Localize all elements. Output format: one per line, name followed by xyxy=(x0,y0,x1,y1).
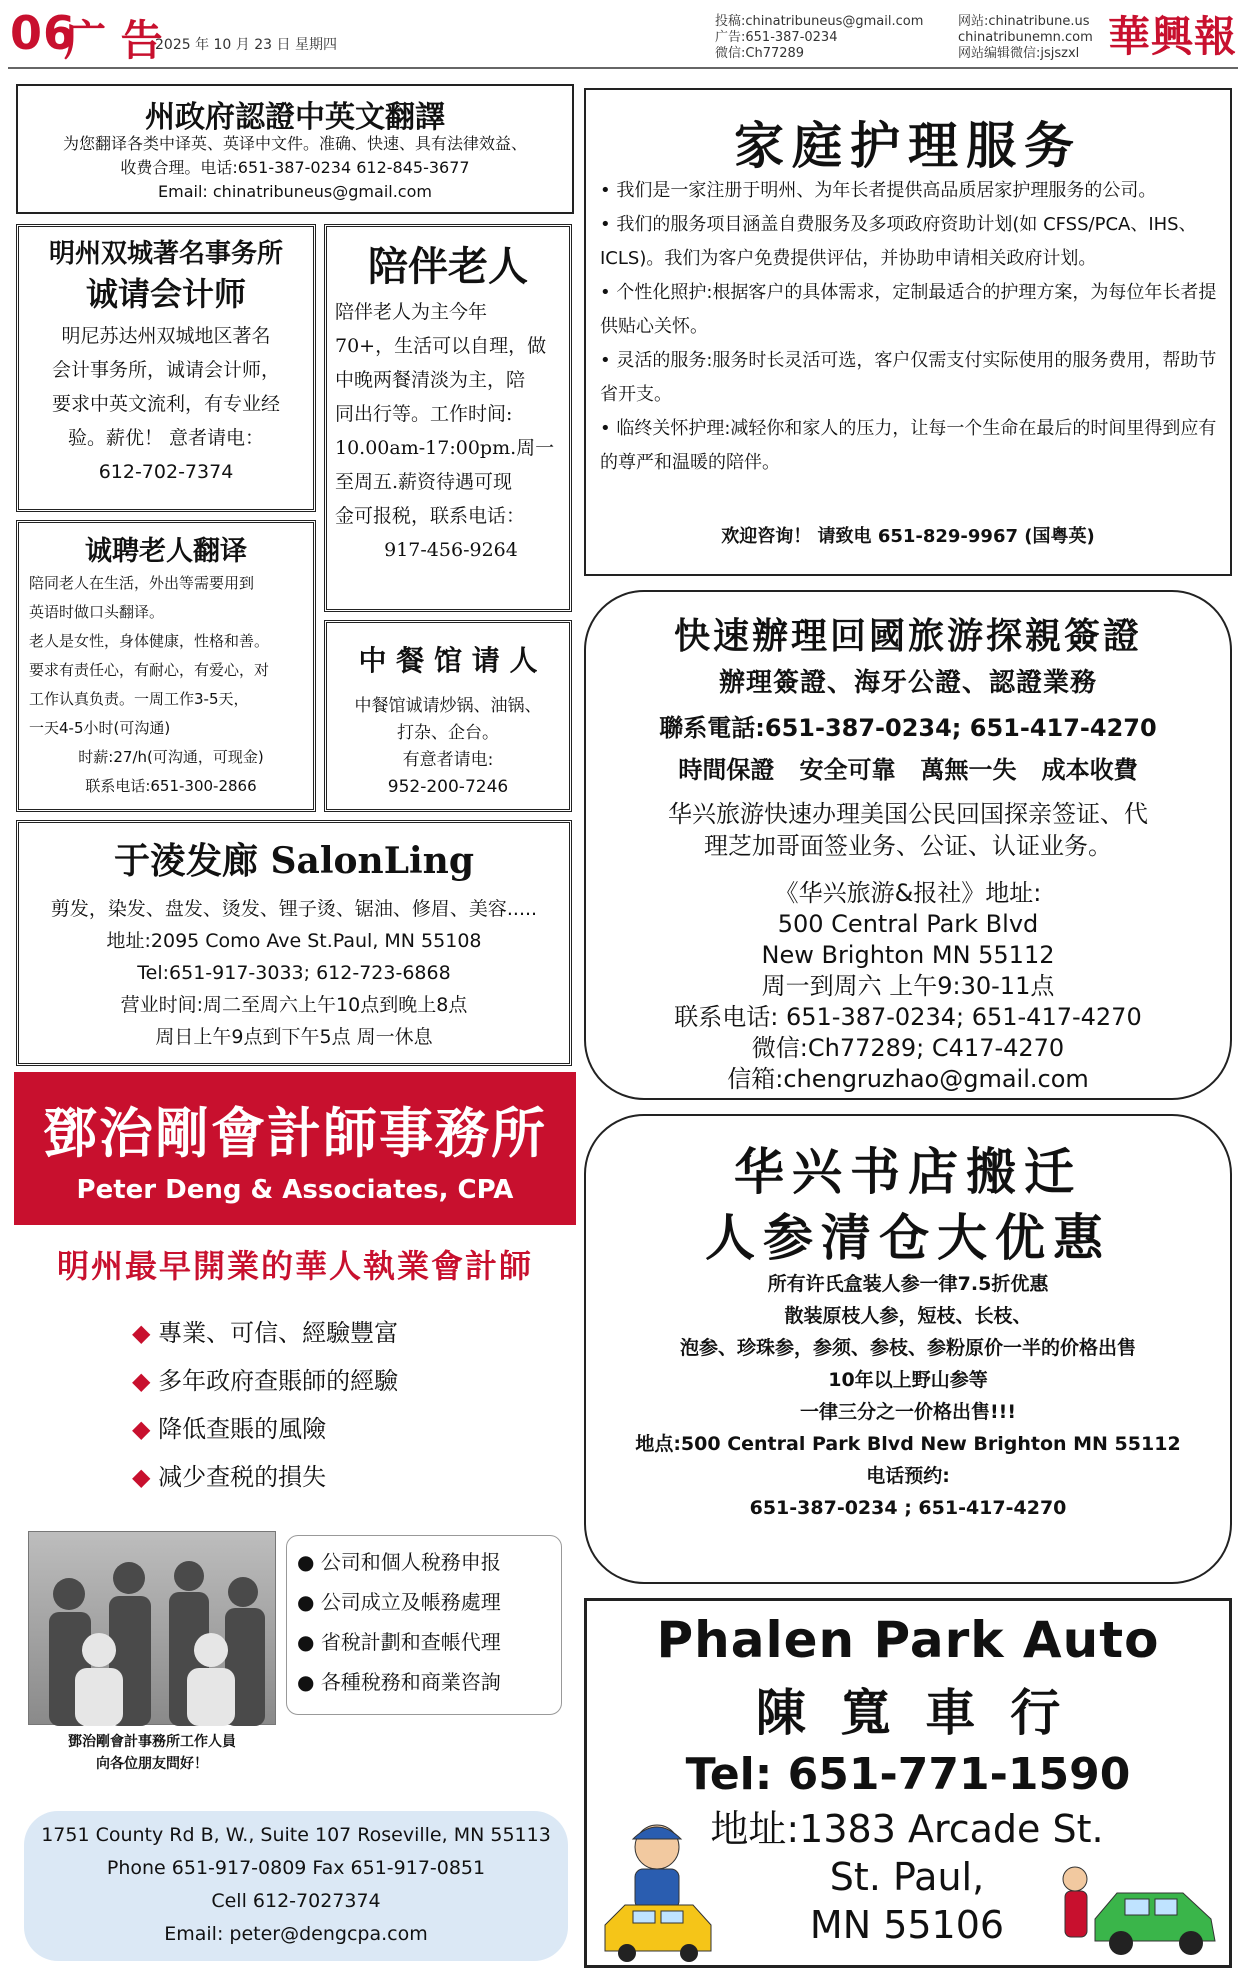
ad-line: 会计事务所，诚请会计师， xyxy=(51,359,280,381)
ad-line: 同出行等。工作时间: xyxy=(335,403,513,425)
info-line: 《华兴旅游&报社》地址: xyxy=(774,879,1042,907)
ad-line: 至周五.薪资待遇可现 xyxy=(335,471,513,493)
web-line: 网站:chinatribune.us xyxy=(958,14,1090,29)
ad-footer: 欢迎咨询！ 请致电 651-829-9967 (国粤英) xyxy=(721,526,1095,547)
bullet-text: 多年政府查賬師的經驗 xyxy=(158,1367,399,1395)
ad-elder-translator xyxy=(16,520,316,812)
ad-title: 中 餐 馆 请 人 xyxy=(358,644,538,677)
ad-line: 中晚两餐清淡为主，陪 xyxy=(335,369,526,391)
header-rule xyxy=(8,67,1238,69)
cpa-title-cn: 鄧治剛會計師事務所 xyxy=(43,1102,547,1165)
ad-title: 家庭护理服务 xyxy=(734,117,1082,175)
ad-line: 612-702-7374 xyxy=(98,461,234,483)
travel-slogan: 時間保證 安全可靠 萬無一失 成本收費 xyxy=(678,756,1138,784)
travel-phone: 聯系電話:651-387-0234; 651-417-4270 xyxy=(659,714,1157,742)
caption-line: 向各位朋友問好！ xyxy=(96,1756,208,1772)
info-line: 微信:Ch77289; C417-4270 xyxy=(751,1034,1065,1062)
ad-line: 所有许氏盒装人参一律7.5折优惠 xyxy=(767,1273,1049,1295)
ad-line: 一天4-5小时(可沟通) xyxy=(29,719,171,737)
ad-title: 陪伴老人 xyxy=(368,243,528,290)
cpa-slogan: 明州最早開業的華人執業會計師 xyxy=(56,1247,533,1285)
header-web xyxy=(958,14,1093,62)
addr-line: MN 55106 xyxy=(809,1903,1005,1947)
ad-line: 651-387-0234 ; 651-417-4270 xyxy=(749,1497,1067,1519)
auto-tel: Tel: 651-771-1590 xyxy=(685,1749,1131,1800)
ad-line: 周日上午9点到下午5点 周一休息 xyxy=(155,1026,433,1048)
desc-line: 理芝加哥面签业务、公证、认证业务。 xyxy=(704,832,1112,860)
ad-body xyxy=(600,174,1220,480)
ad-line: 验。薪优！ 意者请电： xyxy=(67,427,265,449)
ad-line: 老人是女性，身体健康，性格和善。 xyxy=(29,632,270,650)
ad-line: 地址:2095 Como Ave St.Paul, MN 55108 xyxy=(106,930,482,952)
ad-paragraph: • 我们是一家注册于明州、为年长者提供高品质居家护理服务的公司。 xyxy=(600,180,1157,201)
ad-subtitle: 辦理簽證、海牙公證、認證業務 xyxy=(718,668,1097,698)
ad-line: 散装原枝人参，短枝、长枝、 xyxy=(784,1305,1032,1327)
caption-line: 鄧治剛會計事務所工作人員 xyxy=(68,1734,236,1750)
ad-auto xyxy=(584,1598,1232,1968)
contact-line: 1751 County Rd B, W., Suite 107 Roseville, MN 55113 xyxy=(41,1824,551,1846)
car-service-icon xyxy=(1055,1849,1225,1959)
page-number: 06 xyxy=(10,6,77,60)
ad-companion xyxy=(324,224,572,612)
ad-paragraph: • 灵活的服务:服务时长灵活可选，客户仅需支付实际使用的服务费用，帮助节省开支。 xyxy=(600,350,1217,405)
info-line: 信箱:chengruzhao@gmail.com xyxy=(727,1065,1089,1093)
contact-line: 微信:Ch77289 xyxy=(715,46,805,61)
ad-line: 剪发，染发、盘发、烫发、锂子烫、锯油、修眉、美容..... xyxy=(50,898,538,920)
header-contact xyxy=(715,14,923,62)
service-item: ● 公司和個人稅務申报 xyxy=(297,1550,501,1574)
ad-paragraph: • 我们的服务项目涵盖自费服务及多项政府资助计划(如 CFSS/PCA、IHS、ICLS)。我们为客户免费提供评估，并协助申请相关政府计划。 xyxy=(600,214,1197,269)
ad-line: 952-200-7246 xyxy=(387,777,509,797)
service-text: 公司和個人稅務申报 xyxy=(320,1550,501,1574)
ad-line: 陪同老人在生活，外出等需要用到 xyxy=(29,574,255,592)
diamond-icon: ◆ xyxy=(132,1463,151,1491)
info-line: 联系电话: 651-387-0234; 651-417-4270 xyxy=(674,1003,1142,1031)
ad-line: Tel:651-917-3033; 612-723-6868 xyxy=(137,962,451,984)
ad-travel xyxy=(584,590,1232,1100)
ad-paragraph: • 临终关怀护理:减轻你和家人的压力，让每一个生命在最后的时间里得到应有的尊严和温暖的陪伴。 xyxy=(600,418,1217,473)
photo-caption xyxy=(28,1731,276,1775)
ad-subtitle: 人参清仓大优惠 xyxy=(705,1209,1111,1267)
diamond-icon: ◆ xyxy=(132,1415,151,1443)
ad-line: Email: chinatribuneus@gmail.com xyxy=(158,182,432,201)
ad-line: 一律三分之一价格出售!!! xyxy=(800,1401,1016,1423)
newspaper-logo: 華興報 xyxy=(1108,12,1238,61)
bullet-text: 降低查賬的風險 xyxy=(158,1415,327,1443)
info-line: New Brighton MN 55112 xyxy=(761,941,1055,969)
contact-line: Cell 612-7027374 xyxy=(211,1890,381,1912)
contact-line: Phone 651-917-0809 Fax 651-917-0851 xyxy=(106,1857,486,1879)
ad-line: 金可报税，联系电话： xyxy=(335,505,526,527)
info-line: 周一到周六 上午9:30-11点 xyxy=(761,972,1055,1000)
ad-cpa xyxy=(14,1072,576,1972)
cpa-bullet xyxy=(132,1405,398,1453)
mechanic-taxi-icon xyxy=(597,1813,717,1963)
ad-title: 华兴书店搬迁 xyxy=(734,1143,1082,1201)
cpa-bullets xyxy=(132,1309,398,1501)
service-text: 省稅計劃和查帳代理 xyxy=(320,1630,501,1654)
bullet-text: 專業、可信、經驗豐富 xyxy=(158,1319,399,1347)
ad-line: 陪伴老人为主今年 xyxy=(335,301,488,323)
web-line: chinatribunemn.com xyxy=(958,30,1093,45)
issue-date: 2025 年 10 月 23 日 星期四 xyxy=(155,37,337,53)
ad-body xyxy=(327,693,569,801)
ad-body xyxy=(19,893,569,1053)
cpa-services xyxy=(286,1535,562,1715)
staff-photo xyxy=(28,1531,276,1725)
ad-title: 快速辦理回國旅游探親簽證 xyxy=(673,616,1142,657)
cpa-bullet xyxy=(132,1453,398,1501)
ad-body xyxy=(18,132,572,204)
ad-salon xyxy=(16,820,572,1066)
section-title: 广 告 xyxy=(64,16,163,65)
ad-body xyxy=(29,569,313,801)
bullet-text: 减少查税的損失 xyxy=(158,1463,327,1491)
service-item: ● 省稅計劃和查帳代理 xyxy=(297,1630,501,1654)
ad-line: 10.00am-17:00pm.周一 xyxy=(335,437,555,459)
ad-line: 70+，生活可以自理，做 xyxy=(335,335,547,357)
ad-home-care xyxy=(584,88,1232,576)
ad-line: 营业时间:周二至周六上午10点到晚上8点 xyxy=(120,994,468,1016)
ad-line: 打杂、企台。 xyxy=(397,723,499,743)
travel-info xyxy=(586,878,1230,1095)
staff-silhouettes xyxy=(29,1532,277,1726)
ad-line: 泡参、珍珠参，参须、参枝、参粉原价一半的价格出售 xyxy=(679,1337,1136,1359)
cpa-title-en: Peter Deng & Associates, CPA xyxy=(76,1175,514,1205)
ad-bookstore xyxy=(584,1114,1232,1584)
ad-title: 州政府認證中英文翻譯 xyxy=(145,100,445,135)
ad-subtitle: 诚请会计师 xyxy=(85,275,246,313)
ad-body xyxy=(335,295,567,567)
service-text: 各種稅務和商業咨詢 xyxy=(320,1670,501,1694)
auto-title-en: Phalen Park Auto xyxy=(656,1611,1160,1669)
ad-restaurant xyxy=(324,620,572,812)
ad-line: 917-456-9264 xyxy=(384,539,518,561)
auto-title-cn: 陳 寬 車 行 xyxy=(755,1684,1061,1742)
ad-line: 明尼苏达州双城地区著名 xyxy=(61,325,271,347)
desc-line: 华兴旅游快速办理美国公民回国探亲签证、代 xyxy=(668,800,1148,828)
ad-translation xyxy=(16,84,574,214)
ad-line: 时薪:27/h(可沟通，可现金) xyxy=(78,748,264,766)
diamond-icon: ◆ xyxy=(132,1319,151,1347)
ad-line: 为您翻译各类中译英、英译中文件。准确、快速、具有法律效益、 xyxy=(62,134,527,153)
ad-title: 于淩发廊 SalonLing xyxy=(113,840,475,882)
ad-line: 电话预约: xyxy=(866,1465,950,1487)
cpa-contact xyxy=(24,1811,568,1961)
ad-line: 有意者请电: xyxy=(402,750,494,770)
ad-accountant-hire xyxy=(16,224,316,512)
ad-line: 要求中英文流利，有专业经 xyxy=(51,393,280,415)
ad-title: 明州双城著名事务所 xyxy=(48,239,283,269)
ad-title: 诚聘老人翻译 xyxy=(85,536,247,567)
ad-line: 中餐馆诚请炒锅、油锅、 xyxy=(354,696,542,716)
contact-line: 广告:651-387-0234 xyxy=(715,30,838,45)
ad-line: 要求有责任心，有耐心，有爱心，对 xyxy=(29,661,270,679)
travel-desc xyxy=(586,798,1230,862)
ad-line: 英语时做口头翻译。 xyxy=(29,603,165,621)
contact-line: Email: peter@dengcpa.com xyxy=(164,1923,428,1945)
addr-line: 地址:1383 Arcade St. xyxy=(710,1807,1104,1851)
ad-body xyxy=(19,319,313,489)
web-line: 网站编辑微信:jsjszxl xyxy=(958,46,1080,61)
service-item: ● 公司成立及帳務處理 xyxy=(297,1590,501,1614)
service-text: 公司成立及帳務處理 xyxy=(320,1590,501,1614)
ad-line: 工作认真负责。一周工作3-5天， xyxy=(29,690,249,708)
ad-line: 联系电话:651-300-2866 xyxy=(85,777,257,795)
ad-line: 地点:500 Central Park Blvd New Brighton MN 55112 xyxy=(635,1433,1181,1455)
ad-line: 10年以上野山参等 xyxy=(828,1369,988,1391)
auto-address xyxy=(707,1805,1107,1949)
cpa-banner xyxy=(14,1075,576,1225)
cpa-bullet xyxy=(132,1309,398,1357)
cpa-bullet xyxy=(132,1357,398,1405)
ad-paragraph: • 个性化照护:根据客户的具体需求，定制最适合的护理方案，为每位年长者提供贴心关怀。 xyxy=(600,282,1217,337)
contact-line: 投稿:chinatribuneus@gmail.com xyxy=(715,14,924,29)
service-item: ● 各種稅務和商業咨詢 xyxy=(297,1670,501,1694)
diamond-icon: ◆ xyxy=(132,1367,151,1395)
ad-line: 收费合理。电话:651-387-0234 612-845-3677 xyxy=(120,158,470,177)
ad-body xyxy=(586,1268,1230,1524)
addr-line: St. Paul, xyxy=(829,1855,985,1899)
info-line: 500 Central Park Blvd xyxy=(777,910,1039,938)
